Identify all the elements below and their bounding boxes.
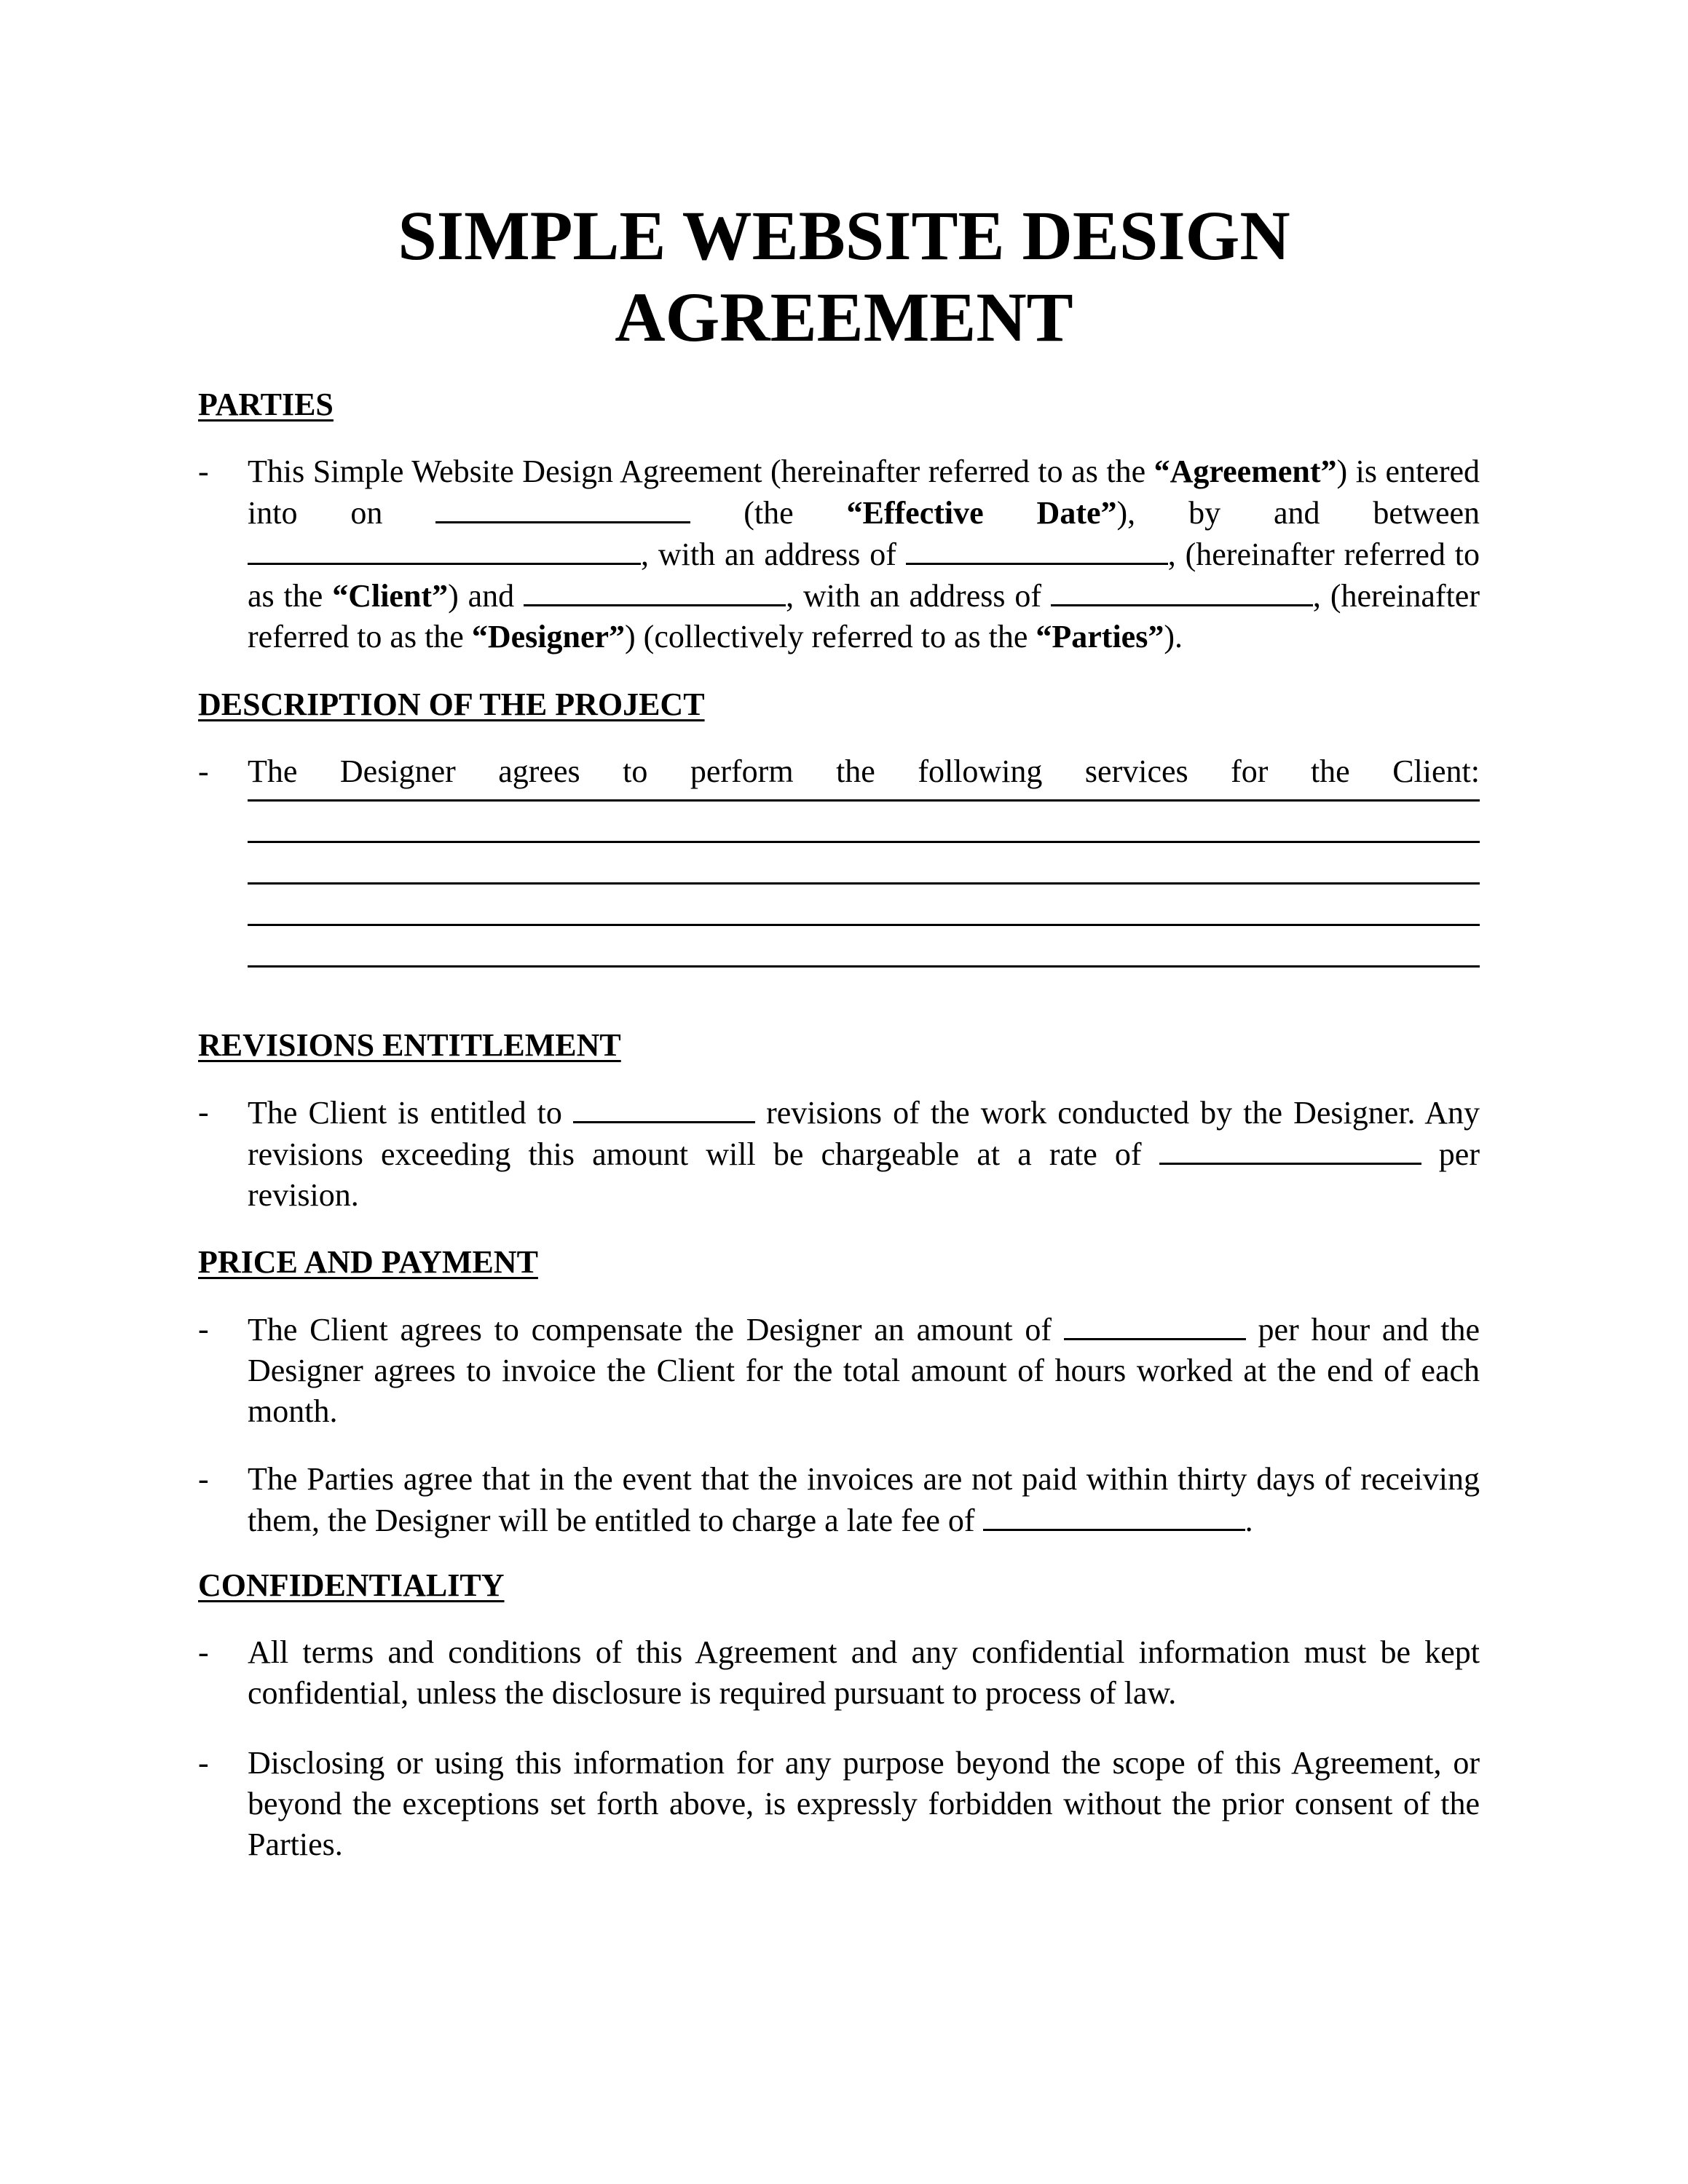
list-dash: - [198,454,209,489]
confidentiality-paragraph-2 [198,1743,1480,1865]
parties-text: ) is entered into on [248,454,1480,531]
confidentiality-paragraph-1 [198,1632,1480,1714]
price-text: The Parties agree that in the event that the invoices are not paid within thirty days of receiving them, the Designer will be entitled to charge a late fee of [248,1461,1480,1538]
revision-rate-blank[interactable] [1159,1133,1421,1165]
list-dash: - [198,753,209,789]
term-agreement: “Agreement” [1153,454,1337,489]
services-blank-line-3[interactable] [248,843,1480,885]
price-text: per hour and the Designer agrees to invoice the Client for the total amount of hours worked at the end of each month. [248,1312,1480,1429]
services-blank-line-5[interactable] [248,926,1480,968]
list-dash: - [198,1745,209,1781]
parties-text: ) and [448,578,524,614]
designer-name-blank[interactable] [524,575,786,606]
term-parties: “Parties” [1036,619,1164,654]
parties-text: ). [1164,619,1183,654]
parties-text: ), by and between [1116,495,1480,531]
revisions-text: revisions of the work conducted by the Designer. Any revisions exceeding this amount will be chargeable at a rate of [248,1095,1480,1172]
parties-paragraph [198,451,1480,657]
designer-address-blank[interactable] [1051,575,1313,606]
term-effective-date: “Effective Date” [846,495,1117,531]
client-name-blank[interactable] [248,534,641,565]
document-title [0,195,1688,358]
hourly-rate-blank[interactable] [1064,1309,1246,1340]
confidentiality-text-1: All terms and conditions of this Agreement and any confidential information must be kept confidential, unless the disclosure is required pursuant to process of law. [248,1634,1480,1711]
title-line-1: SIMPLE WEBSITE DESIGN [398,197,1290,274]
price-paragraph-1 [198,1309,1480,1432]
price-paragraph-2 [198,1459,1480,1541]
late-fee-blank[interactable] [983,1500,1245,1531]
parties-text: , (hereinafter referred to as the [248,578,1480,654]
parties-text: , (hereinafter referred to as the [248,537,1480,614]
section-heading-description: DESCRIPTION OF THE PROJECT [198,687,705,722]
price-text: . [1245,1503,1253,1538]
parties-text: This Simple Website Design Agreement (hereinafter referred to as the [248,454,1154,489]
section-heading-confidentiality: CONFIDENTIALITY [198,1567,505,1603]
list-dash: - [198,1094,209,1130]
list-dash: - [198,1634,209,1670]
parties-text: , with an address of [786,578,1051,614]
client-address-blank[interactable] [906,534,1168,565]
section-heading-parties: PARTIES [198,387,334,422]
description-text: The Designer agrees to perform the following services for the Client: [248,753,1480,789]
services-blank-line-4[interactable] [248,885,1480,926]
revisions-text: per revision. [248,1136,1480,1213]
description-paragraph [198,751,1480,968]
term-client: “Client” [332,578,449,614]
parties-text: , with an address of [641,537,906,572]
services-blank-line-1[interactable] [248,792,1480,802]
services-blank-line-2[interactable] [248,802,1480,843]
section-heading-price: PRICE AND PAYMENT [198,1244,538,1280]
price-text: The Client agrees to compensate the Designer an amount of [248,1312,1064,1348]
term-designer: “Designer” [471,619,626,654]
section-heading-revisions: REVISIONS ENTITLEMENT [198,1027,621,1063]
list-dash: - [198,1461,209,1497]
title-line-2: AGREEMENT [615,278,1073,356]
revisions-count-blank[interactable] [573,1092,755,1123]
confidentiality-text-2: Disclosing or using this information for any purpose beyond the scope of this Agreement, or beyond the exceptions set forth above, is expressly forbidden without the prior consent of the Parties. [248,1745,1480,1862]
effective-date-blank[interactable] [435,492,690,523]
parties-text: (the [690,495,847,531]
parties-text: ) (collectively referred to as the [625,619,1036,654]
revisions-paragraph [198,1092,1480,1216]
list-dash: - [198,1311,209,1347]
revisions-text: The Client is entitled to [248,1095,574,1131]
